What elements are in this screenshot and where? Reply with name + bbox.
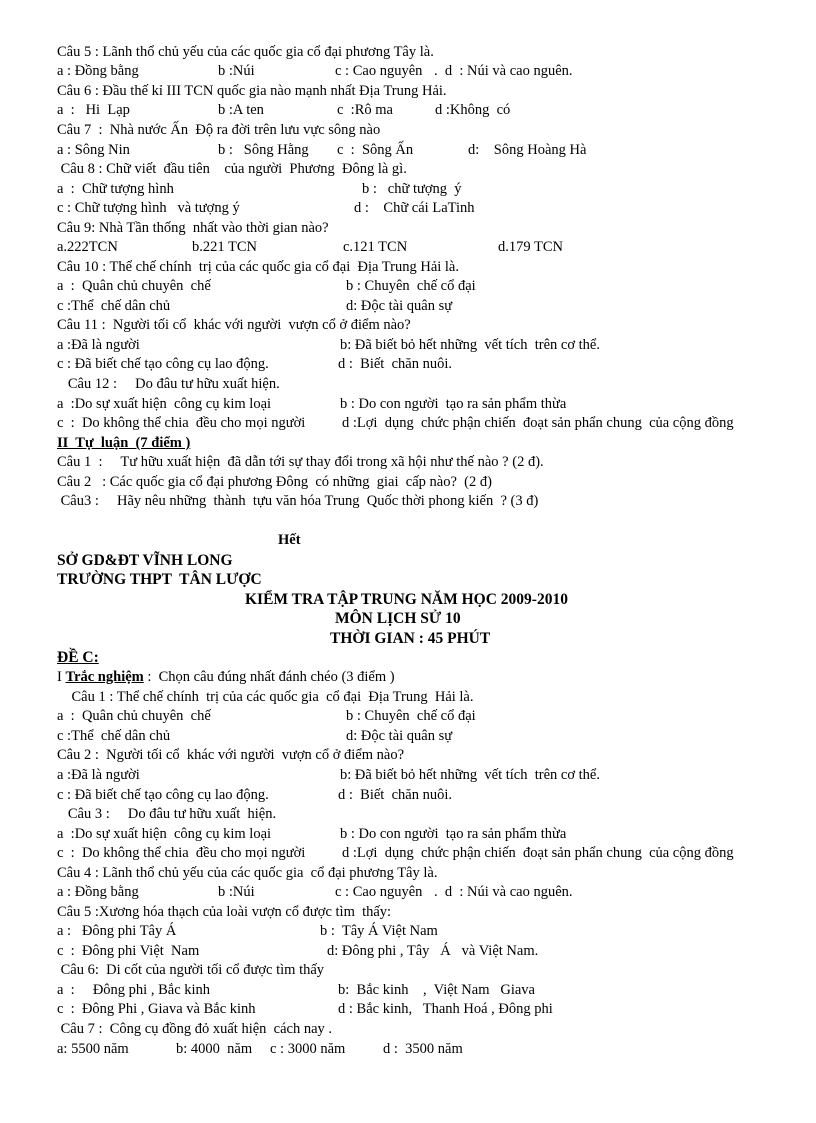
option-a: a: 5500 năm <box>57 1041 129 1057</box>
essay-section-title: II Tự luận (7 điểm ) <box>57 435 191 451</box>
option-b: b.221 TCN <box>192 239 257 255</box>
section-number: I <box>57 669 62 685</box>
option-d: d : Biết chăn nuôi. <box>338 787 452 803</box>
option-d: . d : Núi và cao nguên. <box>434 884 573 900</box>
option-d: . d : Núi và cao nguên. <box>434 63 573 79</box>
option-d: d : Biết chăn nuôi. <box>338 356 452 372</box>
time-limit: THỜI GIAN : 45 PHÚT <box>330 630 491 647</box>
option-a: a : Đông phi Tây Á <box>57 923 177 939</box>
option-d: d :Không có <box>435 102 511 118</box>
option-b: b :Núi <box>218 63 255 79</box>
question-6: Câu 6: Di cốt của người tối cổ được tìm thấy <box>57 962 325 978</box>
section-instruction: : Chọn câu đúng nhất đánh chéo (3 điểm ) <box>143 669 395 685</box>
option-a: a : Quân chủ chuyên chế <box>57 708 211 724</box>
option-c: c : Do không thể chia đều cho mọi người <box>57 415 306 431</box>
option-a: a.222TCN <box>57 239 118 255</box>
option-a: a : Sông Nin <box>57 142 130 158</box>
option-d: d.179 TCN <box>498 239 563 255</box>
question-12: Câu 12 : Do đâu tư hữu xuất hiện. <box>57 376 280 392</box>
option-a: a :Do sự xuất hiện công cụ kim loại <box>57 826 272 842</box>
option-b: b: Đã biết bỏ hết những vết tích trên cơ thể. <box>340 337 600 353</box>
question-7: Câu 7 : Công cụ đồng đỏ xuất hiện cách nay . <box>57 1021 333 1037</box>
question-9: Câu 9: Nhà Tần thống nhất vào thời gian nào? <box>57 220 329 236</box>
question-8: Câu 8 : Chữ viết đầu tiên của người Phương Đông là gì. <box>57 161 407 177</box>
school-name: TRƯỜNG THPT TÂN LƯỢC <box>57 571 262 588</box>
option-c: c :Thể chế dân chủ <box>57 298 171 314</box>
option-d: d: Độc tài quân sự <box>346 298 453 314</box>
option-c: c :Thể chế dân chủ <box>57 728 171 744</box>
option-a: a : Đồng bằng <box>57 884 139 900</box>
option-a: a : Đông phi , Bắc kinh <box>57 982 211 998</box>
option-b: b: Đã biết bỏ hết những vết tích trên cơ thể. <box>340 767 600 783</box>
option-d: d :Lợi dụng chức phận chiến đoạt sản phẩn chung của cộng đồng <box>342 845 734 861</box>
option-b: b :Núi <box>218 884 255 900</box>
option-c: c : Chữ tượng hình và tượng ý <box>57 200 240 216</box>
option-d: d: Đông phi , Tây Á và Việt Nam. <box>327 943 539 959</box>
question-6: Câu 6 : Đầu thế kỉ III TCN quốc gia nào mạnh nhất Địa Trung Hải. <box>57 83 447 99</box>
essay-question-2: Câu 2 : Các quốc gia cổ đại phương Đông có những giai cấp nào? (2 đ) <box>57 474 492 490</box>
exam-code: ĐỀ C: <box>57 649 99 666</box>
option-d: d: Sông Hoàng Hà <box>468 142 587 158</box>
question-1: Câu 1 : Thể chế chính trị của các quốc gia cổ đại Địa Trung Hải là. <box>57 689 474 705</box>
end-marker: Hết <box>278 532 301 548</box>
option-b: b : chữ tượng ý <box>362 181 462 197</box>
question-4: Câu 4 : Lãnh thổ chủ yếu của các quốc gia cổ đại phương Tây là. <box>57 865 438 881</box>
option-b: b: Bắc kinh , Việt Nam Giava <box>338 982 535 998</box>
section-heading <box>57 668 395 687</box>
option-a: a : Chữ tượng hình <box>57 181 174 197</box>
option-c: c : Đã biết chế tạo công cụ lao động. <box>57 787 269 803</box>
subject-title: MÔN LỊCH SỬ 10 <box>335 610 461 627</box>
option-c: c : Do không thể chia đều cho mọi người <box>57 845 306 861</box>
option-b: b : Do con người tạo ra sản phẩm thừa <box>340 826 567 842</box>
option-d: d: Độc tài quân sự <box>346 728 453 744</box>
option-c: c : Sông Ấn <box>337 142 414 158</box>
option-c: c : Cao nguyên <box>335 63 423 79</box>
option-c: c : 3000 năm <box>270 1041 346 1057</box>
option-d: d :Lợi dụng chức phận chiến đoạt sản phẩn chung của cộng đồng <box>342 415 734 431</box>
question-11: Câu 11 : Người tối cổ khác với người vượn cổ ở điểm nào? <box>57 317 411 333</box>
option-c: c : Cao nguyên <box>335 884 423 900</box>
option-a: a : Đồng bằng <box>57 63 139 79</box>
question-5: Câu 5 : Lãnh thổ chủ yếu của các quốc gia cổ đại phương Tây là. <box>57 44 434 60</box>
option-a: a :Do sự xuất hiện công cụ kim loại <box>57 396 272 412</box>
question-7: Câu 7 : Nhà nước Ấn Độ ra đời trên lưu vực sông nào <box>57 122 381 138</box>
option-b: b : Tây Á Việt Nam <box>320 923 438 939</box>
option-b: b : Chuyên chế cổ đại <box>346 708 476 724</box>
option-c: c : Đông phi Việt Nam <box>57 943 200 959</box>
question-5: Câu 5 :Xương hóa thạch của loài vượn cổ được tìm thấy: <box>57 904 392 920</box>
option-a: a :Đã là người <box>57 767 140 783</box>
option-c: c.121 TCN <box>343 239 408 255</box>
option-b: b : Chuyên chế cổ đại <box>346 278 476 294</box>
option-a: a :Đã là người <box>57 337 140 353</box>
option-c: c : Đã biết chế tạo công cụ lao động. <box>57 356 269 372</box>
essay-question-3: Câu3 : Hãy nêu những thành tựu văn hóa Trung Quốc thời phong kiến ? (3 đ) <box>57 493 539 509</box>
option-b: b: 4000 năm <box>176 1041 253 1057</box>
question-2: Câu 2 : Người tối cổ khác với người vượn cổ ở điểm nào? <box>57 747 405 763</box>
option-b: b : Sông Hằng <box>218 142 309 158</box>
option-b: b :A ten <box>218 102 264 118</box>
question-3: Câu 3 : Do đâu tư hữu xuất hiện. <box>57 806 277 822</box>
option-d: d : Bắc kinh, Thanh Hoá , Đông phi <box>338 1001 553 1017</box>
option-c: c : Đông Phi , Giava và Bắc kinh <box>57 1001 256 1017</box>
essay-question-1: Câu 1 : Tư hữu xuất hiện đã dẫn tới sự thay đổi trong xã hội như thế nào ? (2 đ). <box>57 454 544 470</box>
section-label: Trắc nghiệm <box>65 669 144 685</box>
department-name: SỞ GD&ĐT VĨNH LONG <box>57 552 233 569</box>
exam-title: KIỂM TRA TẬP TRUNG NĂM HỌC 2009-2010 <box>245 591 568 608</box>
option-d: d : 3500 năm <box>383 1041 463 1057</box>
option-d: d : Chữ cái LaTinh <box>354 200 475 216</box>
option-a: a : Hi Lạp <box>57 102 130 118</box>
question-10: Câu 10 : Thể chế chính trị của các quốc gia cổ đại Địa Trung Hải là. <box>57 259 459 275</box>
option-a: a : Quân chủ chuyên chế <box>57 278 211 294</box>
option-c: c :Rô ma <box>337 102 393 118</box>
option-b: b : Do con người tạo ra sản phẩm thừa <box>340 396 567 412</box>
